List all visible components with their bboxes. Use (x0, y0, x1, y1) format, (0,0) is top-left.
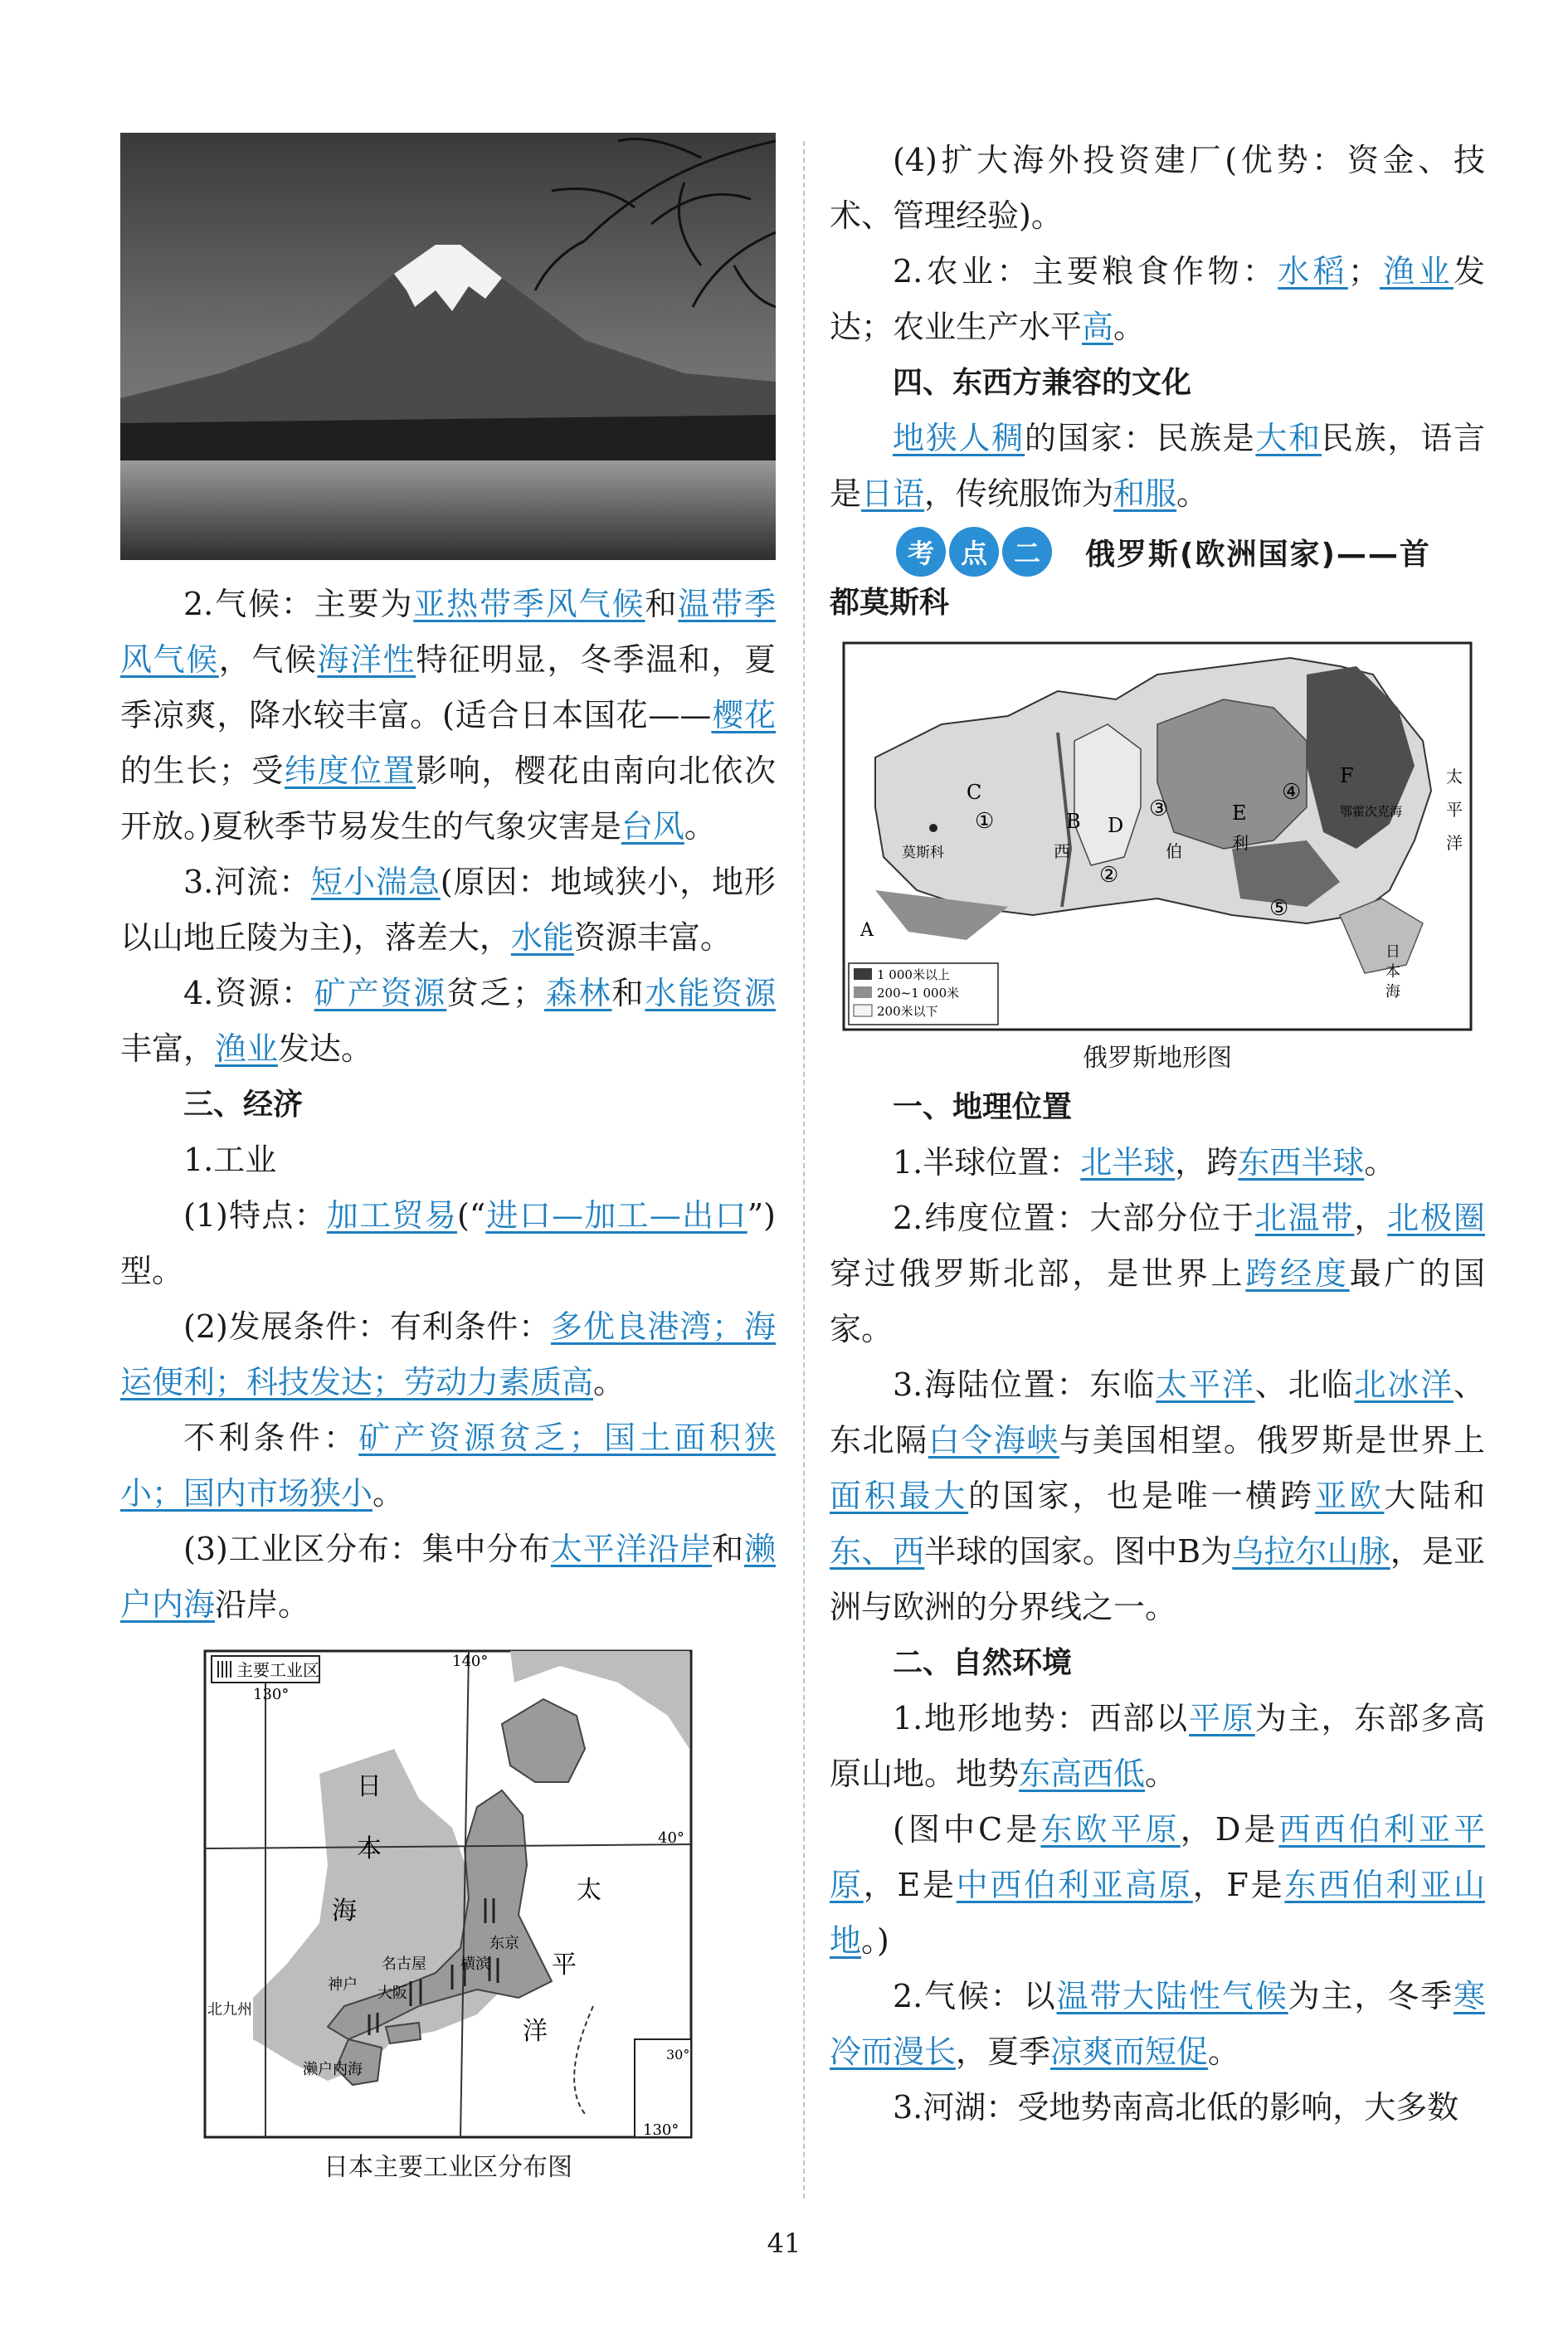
marker-4: ④ (1282, 780, 1302, 805)
legend-mid: 200~1 000米 (877, 986, 960, 1001)
unfavorable-paragraph: 不利条件：矿产资源贫乏；国土面积狭小；国内市场狭小。 (120, 1420, 776, 1512)
region-f-label: F (1340, 764, 1354, 787)
lakes-paragraph: 3.河湖：受地势南高北低的影响，大多数 (893, 2089, 1459, 2126)
legend-high: 1 000米以上 (877, 967, 950, 982)
sea-of-japan-char-3: 海 (332, 1897, 357, 1926)
culture-paragraph: 地狭人稠的国家：民族是大和民族，语言是日语，传统服饰为和服。 (830, 420, 1485, 512)
industry-feature-paragraph: (1)特点：加工贸易(“进口—加工—出口”)型。 (120, 1197, 776, 1289)
badge-dian: 点 (949, 527, 999, 577)
label-xi: 西 (1054, 841, 1070, 861)
badge-er: 二 (1002, 527, 1052, 577)
label-bo: 伯 (1166, 841, 1182, 861)
geo-position-heading: 一、地理位置 (893, 1090, 1073, 1124)
city-tokyo: 东京 (489, 1935, 519, 1952)
latitude-paragraph: 2.纬度位置：大部分位于北温带，北极圈穿过俄罗斯北部，是世界上跨经度最广的国家。 (830, 1200, 1485, 1347)
lat-30-label: 30° (666, 2047, 690, 2063)
culture-heading: 四、东西方兼容的文化 (893, 366, 1192, 400)
pacific-char-1: 太 (577, 1876, 601, 1905)
section-title: 俄罗斯(欧洲国家)——首 (1085, 537, 1431, 572)
city-kobe: 神户 (328, 1976, 358, 1994)
pacific-label-2: 平 (1446, 800, 1463, 820)
region-b-label: B (1066, 810, 1081, 833)
lon-130-label: 130° (253, 1686, 290, 1703)
japan-map-legend: 主要工业区 (236, 1660, 319, 1680)
japan-sea-label-2: 本 (1385, 963, 1400, 981)
lat-40-label: 40° (658, 1829, 684, 1847)
conditions-paragraph: (2)发展条件：有利条件：多优良港湾；海运便利；科技发达；劳动力素质高。 (120, 1308, 776, 1400)
right-column (830, 133, 1485, 2136)
resource-paragraph: 4.资源：矿产资源贫乏；森林和水能资源丰富，渔业发达。 (120, 975, 776, 1067)
investment-paragraph: (4)扩大海外投资建厂(优势：资金、技术、管理经验)。 (830, 142, 1485, 234)
marker-2: ② (1099, 863, 1119, 888)
section-header (830, 527, 1485, 577)
city-nagoya: 名古屋 (382, 1955, 426, 1973)
legend-low: 200米以下 (877, 1004, 938, 1019)
region-e-label: E (1232, 801, 1247, 825)
economy-heading: 三、经济 (183, 1088, 304, 1122)
figure-note-paragraph: (图中C是东欧平原，D是西西伯利亚平原，E是中西伯利亚高原，F是东西伯利亚山地。) (830, 1811, 1485, 1959)
russia-map-caption: 俄罗斯地形图 (1083, 1044, 1232, 1073)
japan-industry-map (203, 1649, 693, 2139)
river-paragraph: 3.河流：短小湍急(原因：地域狭小，地形以山地丘陵为主)，落差大，水能资源丰富。 (120, 864, 776, 956)
marker-5: ⑤ (1269, 896, 1289, 921)
mount-fuji-photo (120, 133, 776, 560)
climate-paragraph: 2.气候：主要为亚热带季风气候和温带季风气候，气候海洋性特征明显，冬季温和，夏季凉爽，降水较丰富。(适合日本国花——樱花的生长；受纬度位置影响，樱花由南向北依次开放。)夏秋季节易发生的气象灾害是台风。 (120, 586, 776, 845)
label-li: 利 (1232, 833, 1249, 853)
industry-subheading: 1.工业 (183, 1142, 277, 1178)
pacific-char-2: 平 (552, 1951, 577, 1980)
distribution-paragraph: (3)工业区分布：集中分布太平洋沿岸和濑户内海沿岸。 (120, 1531, 776, 1623)
marker-3: ③ (1149, 796, 1169, 821)
region-c-label: C (967, 781, 982, 804)
pacific-char-3: 洋 (523, 2017, 548, 2046)
okhotsk-label: 鄂霍次克海 (1340, 804, 1403, 819)
sea-land-paragraph: 3.海陆位置：东临太平洋、北临北冰洋、东北隔白令海峡与美国相望。俄罗斯是世界上面积最大的国家，也是唯一横跨亚欧大陆和东、西半球的国家。图中B为乌拉尔山脉，是亚洲与欧洲的分界线之一。 (830, 1366, 1485, 1625)
marker-1: ① (975, 809, 995, 834)
moscow-label: 莫斯科 (902, 845, 944, 861)
left-column (120, 133, 776, 2189)
agriculture-paragraph: 2.农业：主要粮食作物：水稻；渔业发达；农业生产水平高。 (830, 253, 1485, 345)
badge-kao: 考 (896, 527, 946, 577)
sea-of-japan-char-1: 日 (357, 1772, 382, 1801)
column-divider (803, 141, 805, 2199)
lon-130b-label: 130° (643, 2121, 679, 2139)
section-title-continued: 都莫斯科 (830, 586, 950, 620)
hemisphere-paragraph: 1.半球位置：北半球，跨东西半球。 (893, 1144, 1396, 1181)
japan-sea-label-1: 日 (1385, 943, 1400, 961)
nature-heading: 二、自然环境 (893, 1646, 1073, 1680)
city-osaka: 大阪 (377, 1985, 407, 2002)
pacific-label-3: 洋 (1446, 833, 1463, 853)
terrain-paragraph: 1.地形地势：西部以平原为主，东部多高原山地。地势东高西低。 (830, 1700, 1485, 1792)
pacific-label-1: 太 (1446, 767, 1463, 787)
region-d-label: D (1108, 814, 1124, 837)
russia-terrain-map (842, 641, 1473, 1031)
region-a-label: A (860, 920, 874, 941)
sea-of-japan-char-2: 本 (357, 1834, 382, 1863)
russia-climate-paragraph: 2.气候：以温带大陆性气候为主，冬季寒冷而漫长，夏季凉爽而短促。 (830, 1978, 1485, 2070)
city-yokohama: 横滨 (460, 1955, 490, 1973)
city-kitakyushu: 北九州 (207, 2001, 252, 2019)
page-number: 41 (767, 2228, 801, 2259)
lon-140-label: 140° (452, 1653, 489, 1670)
japan-sea-label-3: 海 (1385, 983, 1400, 1001)
inland-sea-label: 濑户内海 (303, 2061, 363, 2078)
japan-map-caption: 日本主要工业区分布图 (324, 2153, 572, 2182)
